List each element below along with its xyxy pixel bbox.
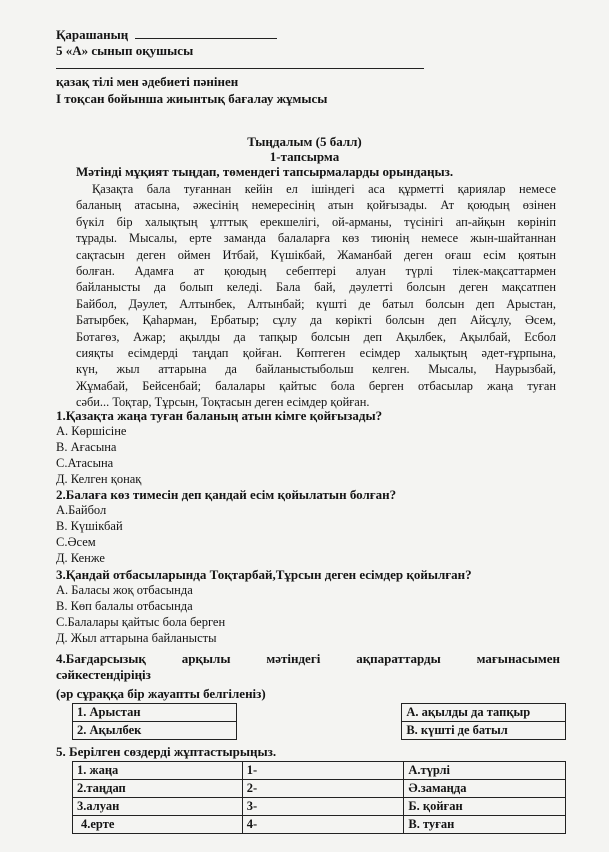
blank-line [56, 68, 424, 69]
q5-num-3[interactable]: 3- [242, 798, 404, 816]
name-blank-line [135, 38, 277, 39]
question-1: 1.Қазақта жаңа туған баланың атын кімге қойғызады? [56, 408, 383, 423]
table-row [73, 816, 566, 834]
q2-option-a: А.Байбол [56, 503, 107, 517]
text-line: баланың атасына, әжесінің немересінің атын қойғызады. Ат қоюдың өзінен [76, 198, 556, 213]
q5-word-4: 4.ерте [73, 816, 243, 834]
task-label: 1-тапсырма [269, 149, 340, 164]
q3-option-a: А. Баласы жоқ отбасында [56, 583, 193, 597]
question-4-line2: сәйкестендіріңіз [56, 667, 151, 682]
text-line: байланысты да болып келеді. Бала бай, дәулетті болсын деген мақсатпен [76, 280, 556, 295]
text-line: сақтасын деген оймен Итбай, Күшікбай, Жаманбай деген оғаш есім қоятын [76, 247, 556, 262]
q5-num-4[interactable]: 4- [242, 816, 404, 834]
q4-left-1: 1. Арыстан [73, 704, 237, 722]
text-line: тұрады. Мысалы, ерте заманда балаларға көз тиюнің немесе жын-шайтаннан [76, 231, 556, 246]
q4-blank-2[interactable] [236, 722, 402, 740]
q4-word: арқылы [181, 651, 231, 666]
question-3: 3.Қандай отбасыларында Тоқтарбай,Тұрсын деген есімдер қойылған? [56, 567, 472, 582]
text-line: сияқты есімдерді таңдап қойған. Көптеген есімдер халықтың әдет-ғұрпына, [76, 346, 556, 361]
name-label: Қарашаның [56, 27, 129, 42]
subject-line: қазақ тілі мен әдебиеті пәнінен [56, 74, 239, 89]
q4-right-2: В. күшті де батыл [402, 722, 566, 740]
text-line: Байбол, Дәулет, Алтынбек, Алтынбай; күшті де батыл болсын деп Арыстан, [76, 296, 556, 311]
text-line: Ботагөз, Ажар; ақылды да тапқыр болсын деп Ақылбек, Ақылбай, Есбол [76, 329, 556, 344]
assessment-title: І тоқсан бойынша жиынтық бағалау жұмысы [56, 91, 328, 106]
text-line: бүкіл бір халықтың ұлттық ерекшелігі, ой-арманы, түсінігі ап-айқын көрініп [76, 214, 556, 229]
q2-option-b: В. Күшікбай [56, 519, 123, 533]
text-line: Батырбек, Қаһарман, Ербатыр; сұлу да көрікті болсын деп Айсұлу, Әсем, [76, 313, 556, 328]
q3-option-d: Д. Жыл аттарына байланысты [56, 631, 217, 645]
q1-option-d: Д. Келген қонақ [56, 472, 142, 486]
table-row [73, 722, 566, 740]
text-line: Қазақта бала туғаннан кейін ел ішіндегі аса құрметті қариялар немесе [92, 182, 556, 196]
q5-pair-3: Б. қойған [404, 798, 566, 816]
text-line: күн, жыл аттарына да байланыстыбольш келген. Мысалы, Наурызбай, [76, 362, 556, 377]
text-line: болған. Адамға ат қоюдың себептері алуан түрлі тілек-мақсаттармен [76, 264, 556, 279]
question-4-note: (әр сұраққа бір жауапты белгіленіз) [56, 686, 266, 701]
q4-right-1: А. ақылды да тапқыр [402, 704, 566, 722]
q1-option-a: А. Көршісіне [56, 424, 127, 438]
table-row [73, 762, 566, 780]
question-5: 5. Берілген сөздерді жұптастырыңыз. [56, 744, 277, 759]
q4-blank-1[interactable] [236, 704, 402, 722]
q4-left-2: 2. Ақылбек [73, 722, 237, 740]
pairing-table [72, 761, 566, 834]
q5-num-1[interactable]: 1- [242, 762, 404, 780]
listening-text [76, 181, 556, 411]
q5-pair-4: В. туған [404, 816, 566, 834]
q1-option-b: В. Ағасына [56, 440, 117, 454]
section-title: Тыңдалым (5 балл) [247, 134, 362, 149]
table-row [73, 798, 566, 816]
q3-option-b: В. Көп балалы отбасында [56, 599, 193, 613]
q2-option-d: Д. Кенже [56, 551, 105, 565]
matching-table [72, 703, 566, 740]
text-line: Жұмабай, Бейсенбай; балалары қайтыс бола берген отбасылар жаңа туған [76, 378, 556, 393]
q1-option-c: С.Атасына [56, 456, 114, 470]
q5-num-2[interactable]: 2- [242, 780, 404, 798]
question-4-line1 [56, 651, 560, 666]
q4-word: ақпараттарды [356, 651, 441, 666]
q5-word-1: 1. жаңа [73, 762, 243, 780]
instruction: Мәтінді мұқият тыңдап, төмендегі тапсырмаларды орындаңыз. [76, 164, 454, 179]
q2-option-c: С.Әсем [56, 535, 96, 549]
table-row [73, 704, 566, 722]
q5-pair-2: Ә.замаңда [404, 780, 566, 798]
q5-pair-1: А.түрлі [404, 762, 566, 780]
table-row [73, 780, 566, 798]
q5-word-2: 2.таңдап [73, 780, 243, 798]
question-2: 2.Балаға көз тимесін деп қандай есім қойылатын болған? [56, 487, 397, 502]
q5-word-3: 3.алуан [73, 798, 243, 816]
q4-word: 4.Бағдарсызық [56, 651, 146, 666]
q4-word: мәтіндегі [266, 651, 321, 666]
class-line: 5 «А» сынып оқушысы [56, 43, 194, 58]
q4-word: мағынасымен [476, 651, 560, 666]
text-line: сәби... Тоқтар, Тұрсын, Тоқтасын деген есімдер қойған. [76, 395, 370, 410]
q3-option-c: С.Балалары қайтыс бола берген [56, 615, 226, 629]
